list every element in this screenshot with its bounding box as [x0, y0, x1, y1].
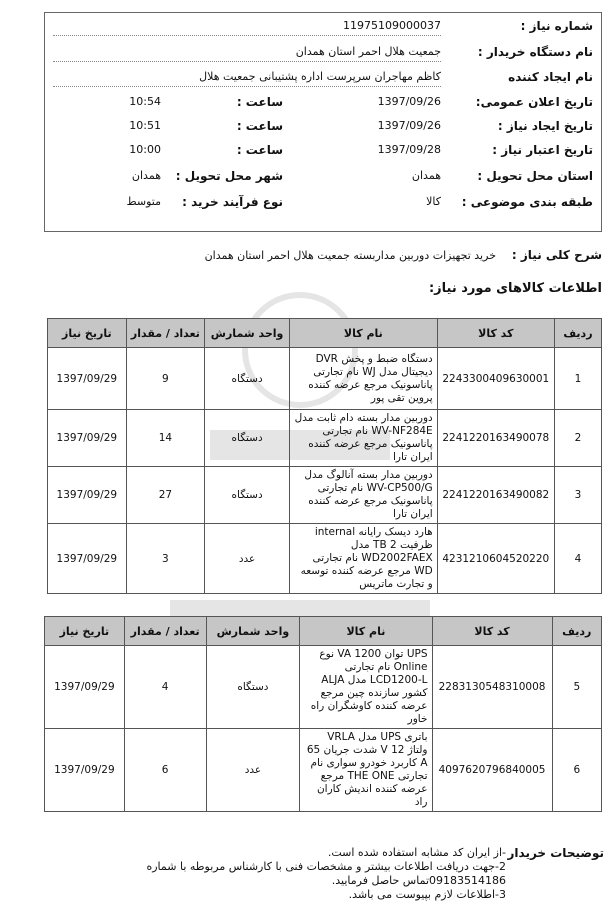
province-value: همدان: [411, 169, 441, 182]
cell-code: 4097620796840005: [432, 729, 552, 812]
cell-date: 1397/09/29: [48, 348, 127, 410]
col-unit: واحد شمارش: [206, 617, 300, 646]
goods-section-title: اطلاعات کالاهای مورد نیاز:: [428, 281, 602, 296]
cell-unit: عدد: [205, 524, 290, 594]
city-value: همدان: [131, 169, 161, 182]
col-name: نام کالا: [300, 617, 432, 646]
summary-label: شرح کلی نیاز :: [511, 248, 602, 262]
note-line: 3-اطلاعات لازم بپیوست می باشد.: [348, 888, 506, 901]
buyer-label: نام دستگاه خریدار :: [477, 45, 593, 59]
cell-date: 1397/09/29: [48, 524, 127, 594]
category-value: کالا: [426, 195, 441, 208]
announce-time: 10:54: [129, 95, 161, 108]
buyer-name: جمعیت هلال احمر استان همدان: [295, 45, 441, 58]
notes-text: [46, 846, 506, 902]
cell-name: هارد دیسک رایانه internal ظرفیت 2 TB مدل WD2002FAEX نام تجارتی WD مرجع عرضه کننده توسعه و تجارت ماتریس: [290, 524, 438, 594]
cell-row: 4: [554, 524, 601, 594]
col-date: تاریخ نیاز: [45, 617, 125, 646]
summary-text: خرید تجهیزات دوربین مداربسته جمعیت هلال احمر استان همدان: [204, 249, 496, 262]
cell-unit: دستگاه: [205, 348, 290, 410]
create-date-label: تاریخ ایجاد نیاز :: [497, 119, 593, 133]
cell-qty: 14: [126, 410, 205, 467]
table-row: [48, 348, 602, 410]
cell-row: 6: [552, 729, 601, 812]
note-line: -از ایران کد مشابه استفاده شده است.: [327, 846, 506, 859]
announce-time-label: ساعت :: [236, 95, 283, 109]
category-label: طبقه بندی موضوعی :: [461, 195, 593, 209]
create-time-label: ساعت :: [236, 119, 283, 133]
col-qty: تعداد / مقدار: [126, 319, 205, 348]
cell-code: 4231210604520220: [437, 524, 554, 594]
cell-qty: 3: [126, 524, 205, 594]
tender-info-box: [44, 12, 602, 232]
col-code: کد کالا: [437, 319, 554, 348]
goods-table-2: [44, 616, 602, 812]
validity-date-label: تاریخ اعتبار نیاز :: [492, 143, 593, 157]
cell-qty: 6: [124, 729, 206, 812]
goods-table-1: [47, 318, 602, 594]
process-label: نوع فرآیند خرید :: [182, 195, 283, 209]
table-row: [48, 410, 602, 467]
cell-row: 5: [552, 646, 601, 729]
create-time: 10:51: [129, 119, 161, 132]
col-qty: تعداد / مقدار: [124, 617, 206, 646]
cell-code: 2243300409630001: [437, 348, 554, 410]
note-line: 2-جهت دریافت اطلاعات بیشتر و مشخصات فنی با کارشناس مربوطه با شماره 09183514186تماس حاصل فرمایید.: [146, 860, 506, 887]
cell-name: دوربین مدار بسته دام ثابت مدل WV-NF284E نام تجارتی پاناسونیک مرجع عرضه کننده ایران تارا: [290, 410, 438, 467]
process-value: متوسط: [126, 195, 161, 208]
province-label: استان محل تحویل :: [477, 169, 593, 183]
cell-qty: 4: [124, 646, 206, 729]
cell-code: 2283130548310008: [432, 646, 552, 729]
cell-code: 2241220163490078: [437, 410, 554, 467]
col-code: کد کالا: [432, 617, 552, 646]
cell-date: 1397/09/29: [48, 467, 127, 524]
cell-unit: دستگاه: [206, 646, 300, 729]
table-row: [48, 524, 602, 594]
create-date: 1397/09/26: [377, 119, 441, 132]
cell-unit: دستگاه: [205, 467, 290, 524]
cell-name: باتری UPS مدل VRLA ولتاژ 12 V شدت جریان 65 A کاربرد خودرو سواری نام تجارتی THE ONE مرجع عرضه کننده اندیش کاران راد: [300, 729, 432, 812]
creator-label: نام ایجاد کننده: [508, 70, 593, 84]
cell-unit: دستگاه: [205, 410, 290, 467]
col-unit: واحد شمارش: [205, 319, 290, 348]
cell-row: 1: [554, 348, 601, 410]
cell-row: 3: [554, 467, 601, 524]
cell-code: 2241220163490082: [437, 467, 554, 524]
announce-date: 1397/09/26: [377, 95, 441, 108]
cell-qty: 27: [126, 467, 205, 524]
announce-date-label: تاریخ اعلان عمومی:: [475, 95, 593, 109]
city-label: شهر محل تحویل :: [175, 169, 283, 183]
table-row: [48, 467, 602, 524]
col-row: ردیف: [554, 319, 601, 348]
table-row: [45, 646, 602, 729]
col-row: ردیف: [552, 617, 601, 646]
col-date: تاریخ نیاز: [48, 319, 127, 348]
validity-time-label: ساعت :: [236, 143, 283, 157]
cell-name: UPS توان 1200 VA نوع Online نام تجارتی LCD1200-L مدل ALJA کشور سازنده چین مرجع عرضه کننده کاوشگران راه خاور: [300, 646, 432, 729]
need-number: 11975109000037: [343, 19, 441, 32]
table-row: [45, 729, 602, 812]
cell-date: 1397/09/29: [45, 729, 125, 812]
cell-row: 2: [554, 410, 601, 467]
cell-qty: 9: [126, 348, 205, 410]
cell-unit: عدد: [206, 729, 300, 812]
need-number-label: شماره نیاز :: [520, 19, 593, 33]
cell-name: دوربین مدار بسته آنالوگ مدل WV-CP500/G نام تجارتی پاناسونیک مرجع عرضه کننده ایران تارا: [290, 467, 438, 524]
cell-date: 1397/09/29: [48, 410, 127, 467]
notes-label: توضیحات خریدار: [507, 846, 604, 860]
validity-date: 1397/09/28: [377, 143, 441, 156]
validity-time: 10:00: [129, 143, 161, 156]
cell-date: 1397/09/29: [45, 646, 125, 729]
col-name: نام کالا: [290, 319, 438, 348]
creator-name: کاظم مهاجران سرپرست اداره پشتیبانی جمعیت هلال: [199, 70, 441, 83]
cell-name: دستگاه ضبط و پخش DVR دیجیتال مدل WJ نام تجارتی پاناسونیک مرجع عرضه کننده پروین تقی پور: [290, 348, 438, 410]
